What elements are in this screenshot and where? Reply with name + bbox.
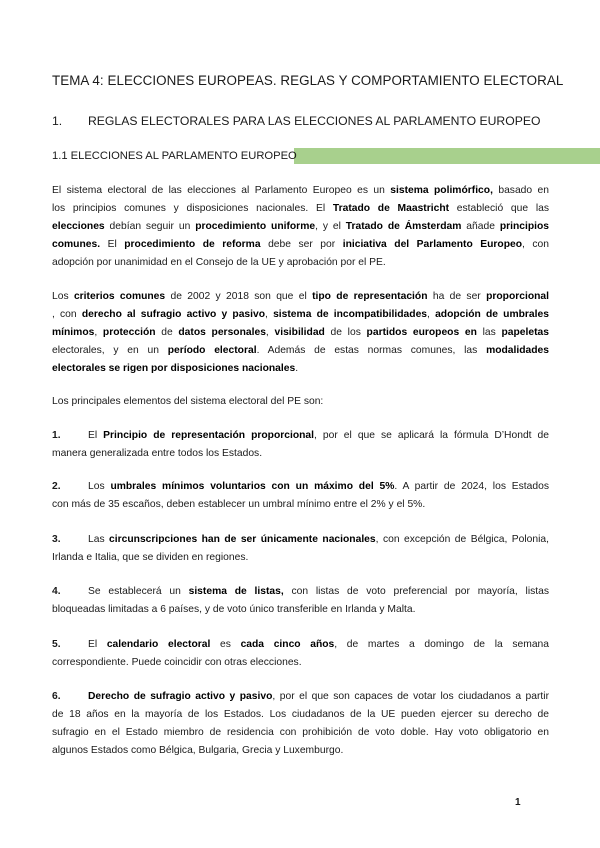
list-item: 2. Los umbrales mínimos voluntarios con un máximo del 5%. A partir de 2024, los Estados con más de 35 escaños, deben establecer un umbral mínimo entre el 2% y el 5%.: [52, 481, 549, 511]
list-item: 1. El Principio de representación proporcional, por el que se aplicará la fórmula D’Hondt de manera generalizada entre todos los Estados.: [52, 430, 549, 460]
list-item: 6. Derecho de sufragio activo y pasivo, por el que son capaces de votar los ciudadanos a partir de 18 años en la mayoría de los Estados. Los ciudadanos de la UE pueden ejercer su derecho de sufragio en el Estado miembro de residencia con prohibición de voto doble. Hay voto obligatorio en algunos Estados como Bélgica, Bulgaria, Grecia y Luxemburgo.: [52, 691, 550, 757]
list-item: 3. Las circunscripciones han de ser únicamente nacionales, con excepción de Bélgica, Polonia, Irlanda e Italia, que se dividen en regiones.: [52, 534, 549, 564]
list-item: 4. Se establecerá un sistema de listas, con listas de voto preferencial por mayoría, listas bloqueadas limitadas a 6 países, y de voto único transferible en Irlanda y Malta.: [52, 586, 549, 616]
section-number: 1.: [52, 114, 63, 128]
list-item: 5. El calendario electoral es cada cinco años, de martes a domingo de la semana correspondiente. Puede coincidir con otras elecciones.: [52, 639, 549, 669]
subsection-label: 1.1 ELECCIONES AL PARLAMENTO EUROPEO: [52, 150, 297, 162]
highlight-bar: [294, 148, 600, 164]
section-label: REGLAS ELECTORALES PARA LAS ELECCIONES AL PARLAMENTO EUROPEO: [88, 114, 541, 128]
paragraph-intro: El sistema electoral de las elecciones al Parlamento Europeo es un sistema polimórfico, basado en los principios comunes y disposiciones nacionales. El Tratado de Maastricht estableció que las elecciones debían seguir un procedimiento uniforme, y el Tratado de Ámsterdam añade principios comunes. El procedimiento de reforma debe ser por iniciativa del Parlamento Europeo, con adopción por unanimidad en el Consejo de la UE y aprobación por el PE.: [52, 185, 550, 269]
subsection-heading: [52, 148, 552, 165]
section-heading: [52, 114, 552, 128]
page-number: 1: [515, 797, 521, 808]
paragraph-elements: Los principales elementos del sistema electoral del PE son:: [52, 396, 324, 407]
page-title: TEMA 4: ELECCIONES EUROPEAS. REGLAS Y COMPORTAMIENTO ELECTORAL: [52, 73, 564, 88]
paragraph-criteria: Los criterios comunes de 2002 y 2018 son que el tipo de representación ha de ser proporcional , con derecho al sufragio activo y pasivo, sistema de incompatibilidades, adopción de umbrales mínimos, protección de datos personales, visibilidad de los partidos europeos en las papeletas electorales, y en un período electoral. Además de estas normas comunes, las modalidades electorales se rigen por disposiciones nacionales.: [52, 291, 550, 375]
